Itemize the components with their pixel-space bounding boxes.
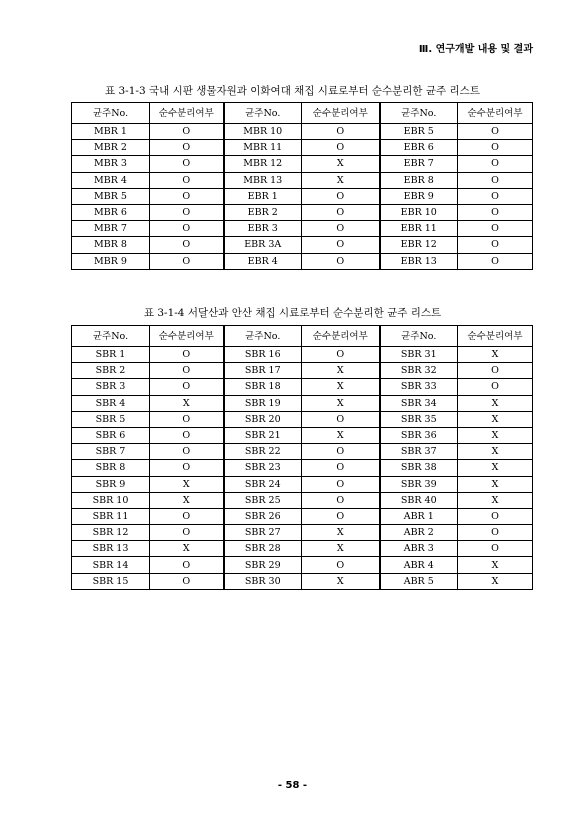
- strain-cell: SBR 6: [72, 427, 150, 443]
- isolation-cell: O: [302, 221, 380, 237]
- isolation-cell: X: [150, 492, 224, 508]
- isolation-cell: O: [302, 347, 380, 363]
- isolation-cell: O: [458, 253, 533, 269]
- strain-cell: ABR 4: [380, 557, 458, 573]
- isolation-cell: O: [302, 124, 380, 140]
- isolation-cell: O: [150, 237, 224, 253]
- isolation-cell: O: [302, 140, 380, 156]
- isolation-cell: O: [302, 557, 380, 573]
- isolation-cell: O: [302, 444, 380, 460]
- strain-cell: EBR 2: [224, 204, 302, 220]
- strain-cell: ABR 3: [380, 541, 458, 557]
- strain-cell: SBR 24: [224, 476, 302, 492]
- isolation-cell: O: [150, 347, 224, 363]
- isolation-cell: O: [458, 363, 533, 379]
- isolation-cell: X: [150, 476, 224, 492]
- isolation-cell: X: [302, 395, 380, 411]
- strain-cell: SBR 16: [224, 347, 302, 363]
- isolation-cell: O: [458, 140, 533, 156]
- isolation-cell: O: [302, 508, 380, 524]
- strain-cell: SBR 3: [72, 379, 150, 395]
- table2-header-row: [72, 326, 533, 347]
- isolation-cell: X: [458, 395, 533, 411]
- strain-cell: EBR 1: [224, 188, 302, 204]
- strain-cell: SBR 27: [224, 525, 302, 541]
- table-row: [72, 204, 533, 220]
- strain-cell: MBR 7: [72, 221, 150, 237]
- table-row: [72, 172, 533, 188]
- table-row: [72, 395, 533, 411]
- strain-cell: SBR 37: [380, 444, 458, 460]
- table-row: [72, 124, 533, 140]
- table-row: [72, 379, 533, 395]
- isolation-cell: X: [302, 156, 380, 172]
- strain-cell: EBR 7: [380, 156, 458, 172]
- strain-cell: SBR 33: [380, 379, 458, 395]
- isolation-cell: O: [150, 188, 224, 204]
- strain-cell: ABR 2: [380, 525, 458, 541]
- strain-cell: SBR 15: [72, 573, 150, 589]
- column-header-isolation: 순수분리여부: [150, 103, 224, 124]
- isolation-cell: O: [302, 253, 380, 269]
- isolation-cell: O: [150, 140, 224, 156]
- table-row: [72, 525, 533, 541]
- strain-cell: MBR 8: [72, 237, 150, 253]
- strain-cell: ABR 5: [380, 573, 458, 589]
- strain-cell: SBR 40: [380, 492, 458, 508]
- isolation-cell: O: [458, 172, 533, 188]
- isolation-cell: X: [458, 411, 533, 427]
- isolation-cell: X: [458, 573, 533, 589]
- strain-cell: SBR 34: [380, 395, 458, 411]
- strain-cell: EBR 3: [224, 221, 302, 237]
- table-row: [72, 427, 533, 443]
- column-header-strain: 균주No.: [224, 326, 302, 347]
- table-row: [72, 237, 533, 253]
- isolation-cell: O: [150, 253, 224, 269]
- table-row: [72, 411, 533, 427]
- column-header-strain: 균주No.: [380, 326, 458, 347]
- table-row: [72, 188, 533, 204]
- column-header-isolation: 순수분리여부: [150, 326, 224, 347]
- isolation-cell: O: [150, 427, 224, 443]
- strain-cell: MBR 2: [72, 140, 150, 156]
- strain-cell: MBR 12: [224, 156, 302, 172]
- strain-cell: MBR 9: [72, 253, 150, 269]
- isolation-cell: O: [150, 172, 224, 188]
- strain-cell: SBR 2: [72, 363, 150, 379]
- isolation-cell: X: [458, 427, 533, 443]
- isolation-cell: O: [458, 237, 533, 253]
- isolation-cell: O: [302, 411, 380, 427]
- isolation-cell: O: [150, 525, 224, 541]
- isolation-cell: X: [150, 395, 224, 411]
- column-header-strain: 균주No.: [72, 103, 150, 124]
- table-row: [72, 541, 533, 557]
- strain-cell: SBR 31: [380, 347, 458, 363]
- strain-cell: EBR 3A: [224, 237, 302, 253]
- table-row: [72, 476, 533, 492]
- column-header-strain: 균주No.: [380, 103, 458, 124]
- isolation-cell: O: [458, 379, 533, 395]
- strain-cell: SBR 5: [72, 411, 150, 427]
- strain-cell: EBR 11: [380, 221, 458, 237]
- isolation-cell: O: [458, 525, 533, 541]
- strain-cell: EBR 8: [380, 172, 458, 188]
- strain-cell: MBR 13: [224, 172, 302, 188]
- strain-cell: SBR 25: [224, 492, 302, 508]
- strain-cell: SBR 9: [72, 476, 150, 492]
- section-header: Ⅲ. 연구개발 내용 및 결과: [418, 44, 533, 55]
- table1: [71, 102, 533, 270]
- strain-cell: MBR 4: [72, 172, 150, 188]
- isolation-cell: X: [458, 460, 533, 476]
- table1-header-row: [72, 103, 533, 124]
- strain-cell: SBR 8: [72, 460, 150, 476]
- strain-cell: SBR 39: [380, 476, 458, 492]
- isolation-cell: O: [150, 363, 224, 379]
- table-row: [72, 156, 533, 172]
- strain-cell: SBR 36: [380, 427, 458, 443]
- column-header-isolation: 순수분리여부: [302, 103, 380, 124]
- isolation-cell: X: [150, 541, 224, 557]
- column-header-isolation: 순수분리여부: [458, 103, 533, 124]
- isolation-cell: X: [458, 347, 533, 363]
- isolation-cell: O: [302, 460, 380, 476]
- isolation-cell: O: [458, 541, 533, 557]
- strain-cell: SBR 20: [224, 411, 302, 427]
- isolation-cell: O: [302, 237, 380, 253]
- strain-cell: ABR 1: [380, 508, 458, 524]
- isolation-cell: O: [150, 221, 224, 237]
- strain-cell: MBR 5: [72, 188, 150, 204]
- strain-cell: SBR 11: [72, 508, 150, 524]
- strain-cell: SBR 35: [380, 411, 458, 427]
- isolation-cell: O: [150, 573, 224, 589]
- isolation-cell: O: [302, 492, 380, 508]
- isolation-cell: O: [150, 557, 224, 573]
- isolation-cell: O: [458, 221, 533, 237]
- isolation-cell: X: [458, 557, 533, 573]
- page-number: - 58 -: [277, 780, 308, 791]
- strain-cell: SBR 32: [380, 363, 458, 379]
- strain-cell: SBR 21: [224, 427, 302, 443]
- isolation-cell: O: [302, 188, 380, 204]
- strain-cell: EBR 12: [380, 237, 458, 253]
- isolation-cell: O: [302, 476, 380, 492]
- isolation-cell: O: [150, 460, 224, 476]
- strain-cell: MBR 1: [72, 124, 150, 140]
- column-header-isolation: 순수분리여부: [302, 326, 380, 347]
- isolation-cell: X: [302, 573, 380, 589]
- isolation-cell: O: [458, 508, 533, 524]
- column-header-strain: 균주No.: [224, 103, 302, 124]
- strain-cell: SBR 12: [72, 525, 150, 541]
- strain-cell: SBR 38: [380, 460, 458, 476]
- isolation-cell: X: [302, 427, 380, 443]
- strain-cell: SBR 10: [72, 492, 150, 508]
- table-row: [72, 347, 533, 363]
- strain-cell: EBR 13: [380, 253, 458, 269]
- strain-cell: SBR 22: [224, 444, 302, 460]
- isolation-cell: O: [458, 124, 533, 140]
- table-row: [72, 221, 533, 237]
- strain-cell: SBR 7: [72, 444, 150, 460]
- table-row: [72, 140, 533, 156]
- strain-cell: EBR 9: [380, 188, 458, 204]
- isolation-cell: O: [150, 444, 224, 460]
- isolation-cell: X: [302, 363, 380, 379]
- strain-cell: SBR 1: [72, 347, 150, 363]
- table-row: [72, 492, 533, 508]
- isolation-cell: O: [150, 124, 224, 140]
- isolation-cell: O: [458, 156, 533, 172]
- table-row: [72, 253, 533, 269]
- strain-cell: SBR 17: [224, 363, 302, 379]
- strain-cell: SBR 29: [224, 557, 302, 573]
- strain-cell: EBR 4: [224, 253, 302, 269]
- strain-cell: SBR 30: [224, 573, 302, 589]
- table-row: [72, 460, 533, 476]
- strain-cell: MBR 6: [72, 204, 150, 220]
- table-row: [72, 573, 533, 589]
- table1-caption: 표 3-1-3 국내 시판 생물자원과 이화여대 채집 시료로부터 순수분리한 균주 리스트: [105, 85, 480, 97]
- strain-cell: MBR 3: [72, 156, 150, 172]
- table-row: [72, 444, 533, 460]
- table-row: [72, 508, 533, 524]
- isolation-cell: O: [458, 188, 533, 204]
- table-row: [72, 363, 533, 379]
- isolation-cell: X: [458, 492, 533, 508]
- isolation-cell: O: [150, 204, 224, 220]
- isolation-cell: O: [302, 204, 380, 220]
- isolation-cell: X: [302, 172, 380, 188]
- table2-caption: 표 3-1-4 서달산과 안산 채집 시료로부터 순수분리한 균주 리스트: [143, 307, 442, 319]
- isolation-cell: O: [150, 379, 224, 395]
- strain-cell: EBR 5: [380, 124, 458, 140]
- strain-cell: SBR 23: [224, 460, 302, 476]
- strain-cell: EBR 10: [380, 204, 458, 220]
- strain-cell: SBR 19: [224, 395, 302, 411]
- strain-cell: EBR 6: [380, 140, 458, 156]
- table-row: [72, 557, 533, 573]
- column-header-isolation: 순수분리여부: [458, 326, 533, 347]
- isolation-cell: O: [150, 411, 224, 427]
- isolation-cell: X: [302, 379, 380, 395]
- strain-cell: SBR 18: [224, 379, 302, 395]
- strain-cell: MBR 10: [224, 124, 302, 140]
- strain-cell: SBR 13: [72, 541, 150, 557]
- isolation-cell: O: [150, 508, 224, 524]
- isolation-cell: O: [150, 156, 224, 172]
- isolation-cell: X: [302, 541, 380, 557]
- table2: [71, 325, 533, 590]
- strain-cell: SBR 14: [72, 557, 150, 573]
- strain-cell: SBR 26: [224, 508, 302, 524]
- isolation-cell: X: [458, 476, 533, 492]
- isolation-cell: X: [458, 444, 533, 460]
- strain-cell: SBR 28: [224, 541, 302, 557]
- strain-cell: MBR 11: [224, 140, 302, 156]
- isolation-cell: X: [302, 525, 380, 541]
- isolation-cell: O: [458, 204, 533, 220]
- strain-cell: SBR 4: [72, 395, 150, 411]
- column-header-strain: 균주No.: [72, 326, 150, 347]
